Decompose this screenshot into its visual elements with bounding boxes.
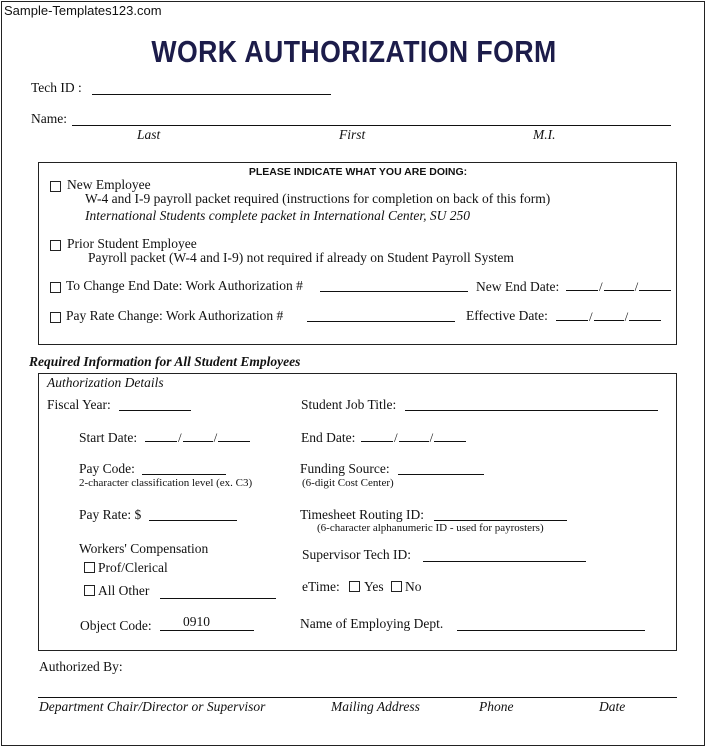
pay-rate-label: Pay Rate: $ [79,507,142,522]
etime-no-checkbox[interactable] [391,581,402,592]
etime-no-label: No [405,579,422,594]
end-date-field[interactable]: / / [361,430,466,446]
change-end-checkbox[interactable] [50,282,61,293]
new-end-date-label: New End Date: [476,279,560,294]
fiscal-year-field[interactable] [119,410,191,411]
etime-yes-checkbox[interactable] [349,581,360,592]
name-last-caption: Last [137,127,161,142]
object-code-value[interactable]: 0910 [183,614,210,629]
etime-label: eTime: [302,579,340,594]
job-title-label: Student Job Title: [301,397,397,412]
funding-source-field[interactable] [398,474,484,475]
new-end-date-field[interactable]: / / [566,279,671,295]
supervisor-label: Supervisor Tech ID: [302,547,412,562]
authorization-details-heading: Authorization Details [47,375,164,390]
indicate-heading: PLEASE INDICATE WHAT YOU ARE DOING: [248,166,468,178]
object-code-field[interactable] [160,630,254,631]
authorized-by-field[interactable] [38,697,677,698]
all-other-checkbox[interactable] [84,585,95,596]
pay-rate-change-label: Pay Rate Change: Work Authorization # [66,308,284,323]
timesheet-label: Timesheet Routing ID: [300,507,425,522]
name-first-caption: First [339,127,366,142]
object-code-label: Object Code: [80,618,152,633]
all-other-label: All Other [98,583,150,598]
end-date-label: End Date: [301,430,356,445]
pay-rate-change-checkbox[interactable] [50,312,61,323]
mailing-address-caption: Mailing Address [331,699,420,714]
all-other-field[interactable] [160,598,276,599]
funding-source-note: (6-digit Cost Center) [302,477,394,489]
pay-code-field[interactable] [142,474,226,475]
start-date-field[interactable]: / / [145,430,250,446]
supervisor-field[interactable] [423,561,586,562]
pay-code-label: Pay Code: [79,461,135,476]
employing-dept-label: Name of Employing Dept. [300,616,444,631]
new-employee-intl-note: International Students complete packet in International Center, SU 250 [85,208,471,223]
date-caption: Date [599,699,626,714]
new-employee-note: W-4 and I-9 payroll packet required (instructions for completion on back of this form) [85,191,551,206]
effective-date-field[interactable]: / / [556,309,661,325]
tech-id-field[interactable] [92,94,331,95]
new-employee-checkbox[interactable] [50,181,61,192]
start-date-label: Start Date: [79,430,138,445]
prior-student-label: Prior Student Employee [67,236,197,251]
workers-comp-label: Workers' Compensation [79,541,209,556]
tech-id-label: Tech ID : [31,80,82,95]
pay-rate-wa-field[interactable] [307,321,455,322]
name-field[interactable] [72,125,671,126]
timesheet-note: (6-character alphanumeric ID - used for payrosters) [317,522,544,534]
change-end-wa-field[interactable] [320,291,468,292]
prof-clerical-label: Prof/Clerical [98,560,168,575]
prior-student-checkbox[interactable] [50,240,61,251]
job-title-field[interactable] [405,410,658,411]
change-end-label: To Change End Date: Work Authorization # [66,278,303,293]
name-label: Name: [31,111,67,126]
new-employee-label: New Employee [67,177,151,192]
employing-dept-field[interactable] [457,630,645,631]
pay-rate-field[interactable] [149,520,237,521]
dept-chair-caption: Department Chair/Director or Supervisor [39,699,266,714]
pay-code-note: 2-character classification level (ex. C3) [79,477,253,489]
phone-caption: Phone [479,699,514,714]
name-mi-caption: M.I. [533,127,556,142]
authorized-by-label: Authorized By: [39,659,123,674]
required-heading: Required Information for All Student Employees [29,354,301,369]
watermark: Sample-Templates123.com [4,3,162,18]
fiscal-year-label: Fiscal Year: [47,397,111,412]
timesheet-field[interactable] [434,520,567,521]
prof-clerical-checkbox[interactable] [84,562,95,573]
prior-student-note: Payroll packet (W-4 and I-9) not required if already on Student Payroll System [88,250,514,265]
effective-date-label: Effective Date: [466,308,548,323]
etime-yes-label: Yes [364,579,384,594]
form-title: WORK AUTHORIZATION FORM [151,34,557,69]
funding-source-label: Funding Source: [300,461,390,476]
